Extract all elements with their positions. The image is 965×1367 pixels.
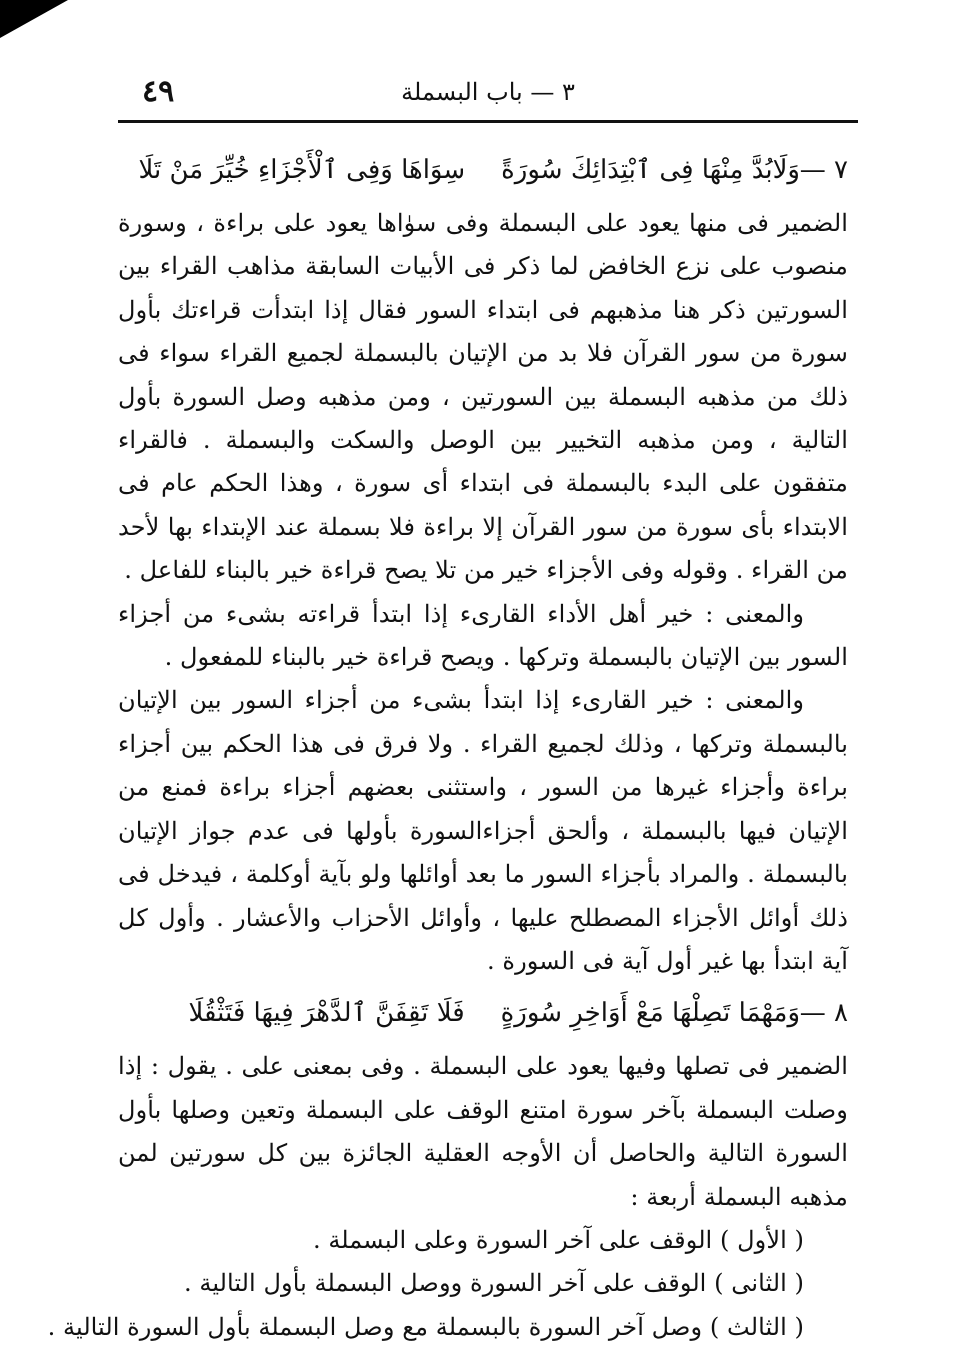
scan-corner-mark — [0, 0, 68, 38]
verse-hemistich-1: وَلَابُدَّ مِنْهَا فِى ٱبْتِدَائِكَ سُورَةً — [501, 155, 800, 185]
verse-number: ٨ — — [799, 998, 848, 1029]
list-item: ( الثالث ) وصل آخر السورة بالبسملة مع وصل البسملة بأول السورة التالية . — [47, 1312, 804, 1341]
verse-hemistich-2: سِوَاهَا وَفِى ٱلْأَجْزَاءِ خُيِّرَ مَنْ تَلَا — [138, 155, 466, 185]
verse-hemistich-1: وَمَهْمَا تَصِلْهَا مَعْ أَوَاخِرِ سُورَةٍ — [500, 998, 800, 1029]
commentary-paragraph: الضمير فى منها يعود على البسملة وفى سوٰاها يعود على براءة ، وسورة منصوب على نزع الخافض لما ذكر فى الأبيات السابقة مذاهب القراء بين السورتين ذكر هنا مذهبهم فى ابتداء السور فقال إذا ابتدأت قراءتك بأول سورة من سور القرآن فلا بد من الإتيان بالبسملة لجميع القراء سواء فى ذلك من مذهبه البسملة بين السورتين ، ومن مذهبه وصل السورة بأول التالية ، ومن مذهبه التخيير بين الوصل والسكت والبسملة . فالقراء متفقون على البدء بالبسملة فى ابتداء أى سورة ، وهذا الحكم عام فى الابتداء بأى سورة من سور القرآن إلا براءة فلا بسملة عند الإبتداء بها لأحد من القراء . وقوله وفى الأجزاء خير من تلا يصح قراءة خير بالبناء للفاعل . — [118, 209, 848, 585]
verse-number: ٧ — — [799, 155, 848, 185]
verse-hemistich-2: فَلَا تَقِفَنَّ ٱلدَّهْرَ فِيهَا فَتَثْقُلَا — [188, 998, 465, 1029]
page-number: ٤٩ — [142, 74, 175, 109]
page-header — [118, 74, 858, 120]
chapter-title: ٣ — باب البسملة — [401, 78, 575, 106]
page-body — [47, 140, 848, 1349]
verse-8 — [118, 983, 848, 1045]
commentary-paragraph: والمعنى : خير أهل الأداء القارىء إذا ابتدأ قراءته بشىء من أجزاء السور بين الإتيان بالبسملة وتركها . ويصح قراءة خير بالبناء للمفعول . — [118, 599, 848, 672]
list-item: ( الثانى ) الوقف على آخر السورة ووصل البسملة بأول التالية . — [184, 1269, 804, 1298]
header-rule — [118, 120, 858, 123]
verse-7 — [118, 140, 848, 202]
commentary-paragraph: والمعنى : خير القارىء إذا ابتدأ بشىء من أجزاء السور بين الإتيان بالبسملة وتركها ، وذلك لجميع القراء . ولا فرق فى هذا الحكم بين أجزاء براءة وأجزاء غيرها من السور ، واستثنى بعضهم أجزاء براءة فمنع من الإتيان فيها بالبسملة ، وألحق أجزاءالسورة بأولها فى عدم جواز الإتيان بالبسملة . والمراد بأجزاء السور ما بعد أوائلها ولو بآية أوكلمة ، فيدخل فى ذلك أوائل الأجزاء المصطلح عليها ، وأوائل الأحزاب والأعشار . وأول كل آية ابتدأ بها غير أول آية فى السورة . — [118, 686, 848, 975]
list-item: ( الأول ) الوقف على آخر السورة وعلى البسملة . — [312, 1225, 804, 1254]
commentary-paragraph: الضمير فى تصلها وفيها يعود على البسملة . وفى بمعنى على . يقول : إذا وصلت البسملة بآخر سورة امتنع الوقف على البسملة وتعين وصلها بأول السورة التالية والحاصل أن الأوجه العقلية الجائزة بين كل سورتين لمن مذهبه البسملة أربعة : — [118, 1052, 848, 1211]
